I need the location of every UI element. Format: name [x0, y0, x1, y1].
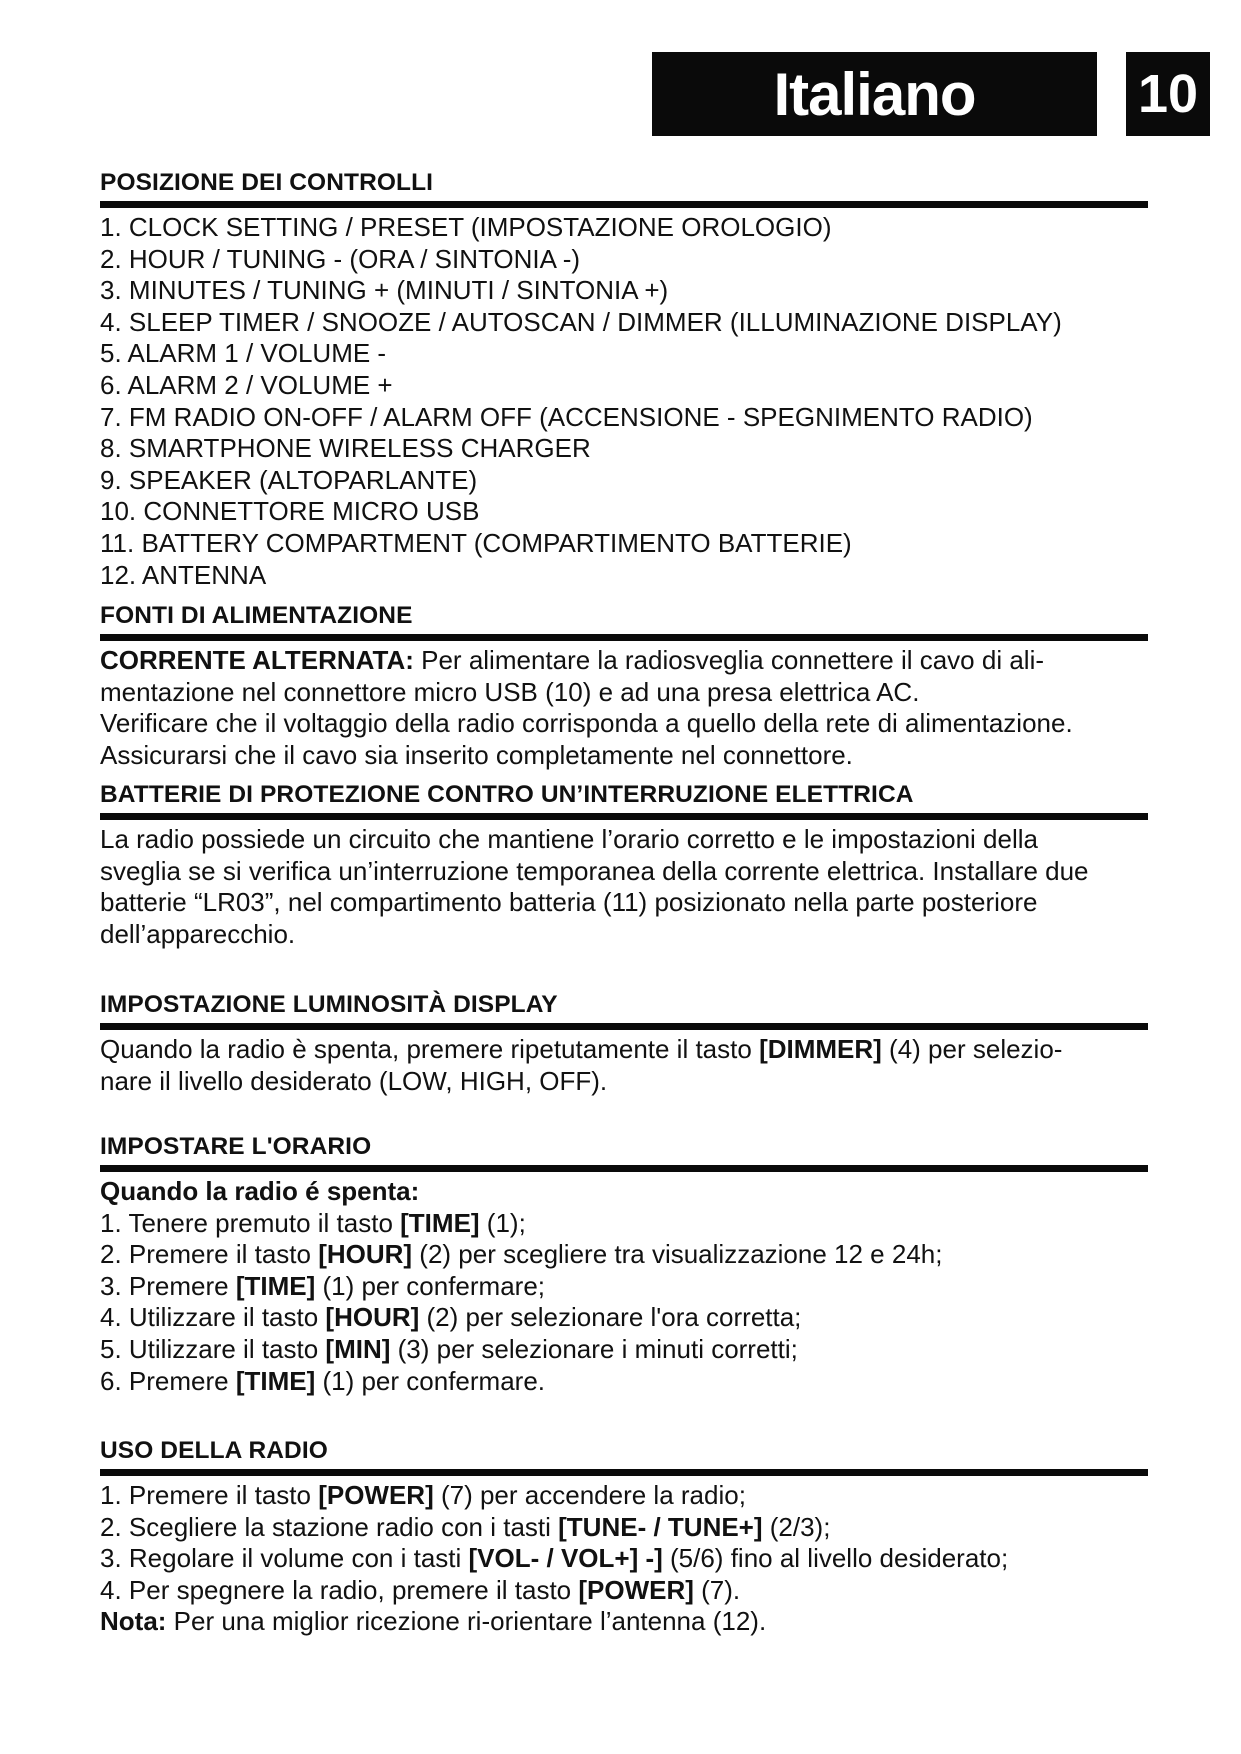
paragraph-line: batterie “LR03”, nel compartimento batteria (11) posizionato nella parte posteriore — [100, 887, 1038, 918]
list-item: 2. Scegliere la stazione radio con i tasti [TUNE- / TUNE+] (2/3); — [100, 1511, 831, 1542]
list-item: 4. SLEEP TIMER / SNOOZE / AUTOSCAN / DIMMER (ILLUMINAZIONE DISPLAY) — [100, 306, 1062, 337]
page-number-badge: 10 — [1126, 52, 1210, 136]
text-span: (4) per selezio- — [881, 1034, 1063, 1064]
section-title-controls: POSIZIONE DEI CONTROLLI — [100, 168, 1148, 208]
section-title-dimmer: IMPOSTAZIONE LUMINOSITÀ DISPLAY — [100, 990, 1148, 1030]
section-title-backup: BATTERIE DI PROTEZIONE CONTRO UN’INTERRUZIONE ELETTRICA — [100, 780, 1148, 820]
section-dimmer — [100, 990, 1148, 1097]
list-item: 1. Tenere premuto il tasto [TIME] (1); — [100, 1207, 526, 1238]
note — [100, 1606, 1148, 1638]
paragraph-line: dell’apparecchio. — [100, 918, 296, 949]
paragraph-line: La radio possiede un circuito che mantiene l’orario corretto e le impostazioni della — [100, 824, 1038, 854]
list-item: 10. CONNETTORE MICRO USB — [100, 496, 480, 527]
language-badge: Italiano — [652, 52, 1097, 136]
time-steps-list — [100, 1208, 1148, 1398]
section-backup-batteries — [100, 780, 1148, 950]
list-item: 4. Per spegnere la radio, premere il tasto [POWER] (7). — [100, 1574, 741, 1605]
paragraph-line — [100, 1034, 1148, 1066]
list-item: 2. HOUR / TUNING - (ORA / SINTONIA -) — [100, 243, 581, 274]
section-time-setting — [100, 1132, 1148, 1397]
list-item: 12. ANTENNA — [100, 559, 267, 590]
list-item: 2. Premere il tasto [HOUR] (2) per scegliere tra visualizzazione 12 e 24h; — [100, 1239, 943, 1270]
list-item: 6. ALARM 2 / VOLUME + — [100, 369, 393, 400]
subtitle-text: Quando la radio é spenta: — [100, 1176, 420, 1206]
lead-label: CORRENTE ALTERNATA: — [100, 645, 414, 675]
radio-steps-list — [100, 1480, 1148, 1606]
section-radio-use — [100, 1436, 1148, 1638]
list-item: 3. MINUTES / TUNING + (MINUTI / SINTONIA +) — [100, 275, 669, 306]
list-item: 11. BATTERY COMPARTMENT (COMPARTIMENTO BATTERIE) — [100, 527, 852, 558]
list-item: 1. Premere il tasto [POWER] (7) per accendere la radio; — [100, 1480, 746, 1510]
list-item: 9. SPEAKER (ALTOPARLANTE) — [100, 464, 478, 495]
key-label: [DIMMER] — [759, 1034, 882, 1064]
section-controls — [100, 168, 1148, 591]
paragraph-line: mentazione nel connettore micro USB (10) e ad una presa elettrica AC. — [100, 676, 920, 707]
section-title-radio: USO DELLA RADIO — [100, 1436, 1148, 1476]
controls-list — [100, 212, 1148, 591]
list-item: 6. Premere [TIME] (1) per confermare. — [100, 1365, 545, 1396]
list-item: 5. ALARM 1 / VOLUME - — [100, 338, 387, 369]
list-item: 3. Regolare il volume con i tasti [VOL- / VOL+] -] (5/6) fino al livello desiderato; — [100, 1543, 1009, 1574]
note-text: Per una miglior ricezione ri-orientare l’antenna (12). — [166, 1606, 767, 1637]
paragraph-line: sveglia se si verifica un’interruzione temporanea della corrente elettrica. Installare due — [100, 855, 1089, 886]
paragraph-line: nare il livello desiderato (LOW, HIGH, OFF). — [100, 1065, 608, 1096]
list-item: 8. SMARTPHONE WIRELESS CHARGER — [100, 433, 591, 464]
section-power — [100, 601, 1148, 771]
section-title-time: IMPOSTARE L'ORARIO — [100, 1132, 1148, 1172]
paragraph-line — [100, 645, 1148, 677]
note-label: Nota: — [100, 1606, 167, 1637]
section-title-power: FONTI DI ALIMENTAZIONE — [100, 601, 1148, 641]
lead-text: Per alimentare la radiosveglia connettere il cavo di ali- — [413, 645, 1044, 675]
list-item: 5. Utilizzare il tasto [MIN] (3) per selezionare i minuti corretti; — [100, 1333, 798, 1364]
paragraph-line: Assicurarsi che il cavo sia inserito completamente nel connettore. — [100, 739, 853, 770]
paragraph-line: Verificare che il voltaggio della radio corrisponda a quello della rete di alimentazione. — [100, 708, 1073, 739]
list-item: 4. Utilizzare il tasto [HOUR] (2) per selezionare l'ora corretta; — [100, 1302, 802, 1333]
list-item: 1. CLOCK SETTING / PRESET (IMPOSTAZIONE OROLOGIO) — [100, 212, 832, 242]
list-item: 7. FM RADIO ON-OFF / ALARM OFF (ACCENSIONE - SPEGNIMENTO RADIO) — [100, 401, 1033, 432]
subtitle — [100, 1176, 1148, 1208]
list-item: 3. Premere [TIME] (1) per confermare; — [100, 1270, 545, 1301]
text-span: Quando la radio è spenta, premere ripetutamente il tasto — [100, 1034, 760, 1064]
